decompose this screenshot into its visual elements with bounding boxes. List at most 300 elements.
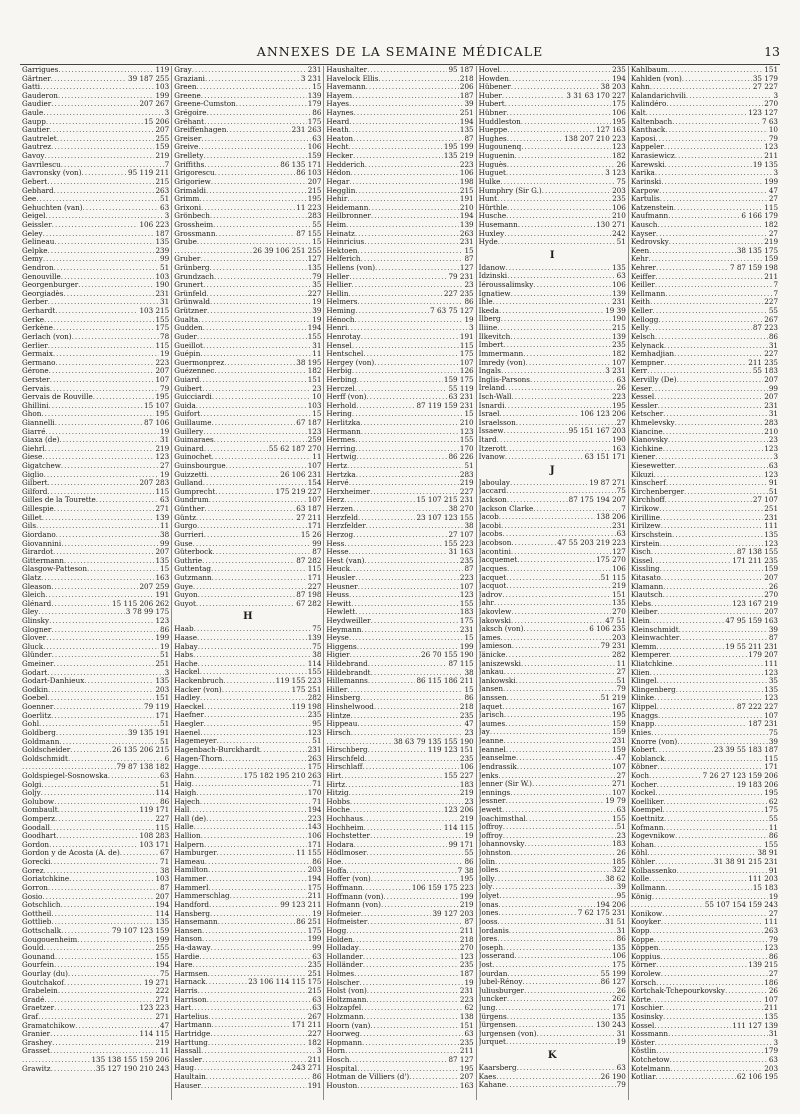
entry-pages: 31 163: [448, 548, 474, 557]
entry-pages: 11: [768, 823, 779, 832]
index-entry: [174, 1073, 321, 1082]
index-entry: [479, 92, 626, 101]
entry-pages: 3: [773, 453, 779, 462]
entry-name: Jones: [478, 909, 499, 918]
leader-dots: [647, 849, 756, 858]
leader-dots: [501, 634, 612, 643]
index-entry: [631, 565, 778, 574]
index-entry: [22, 798, 169, 807]
leader-dots: [200, 255, 306, 264]
entry-name: Jaksch (von): [478, 625, 524, 634]
entry-name: Koettnitz: [630, 815, 664, 824]
entry-pages: 263: [155, 186, 170, 195]
entry-pages: 199: [764, 177, 779, 186]
entry-name: Isch-Wall: [478, 392, 512, 401]
entry-name: Harrison: [174, 995, 207, 1004]
entry-name: Hoffa: [326, 866, 347, 875]
entry-pages: 195: [612, 401, 626, 410]
entry-pages: 63: [464, 1030, 474, 1039]
entry-name: Gavronsky (von): [22, 169, 82, 178]
entry-name: Kalt: [630, 109, 646, 118]
leader-dots: [207, 307, 311, 316]
entry-pages: 67 187: [296, 418, 322, 427]
entry-pages: 159: [764, 255, 779, 264]
entry-name: Kerr: [630, 367, 648, 376]
index-entry: [326, 557, 473, 566]
entry-pages: 26 106 231: [280, 470, 322, 479]
index-entry: [479, 927, 626, 936]
index-column-4: [477, 66, 629, 1100]
index-entry: [326, 66, 473, 75]
leader-dots: [655, 135, 767, 144]
leader-dots: [52, 651, 159, 660]
index-entry: [174, 935, 321, 944]
entry-pages: 63 187: [296, 505, 322, 514]
entry-name: Guépin: [174, 350, 201, 359]
leader-dots: [260, 746, 307, 755]
leader-dots: [214, 273, 311, 282]
entry-name: Huguenin: [478, 152, 515, 161]
index-entry: [22, 574, 169, 583]
entry-pages: 235: [459, 961, 474, 970]
index-entry: [22, 712, 169, 721]
index-entry: [174, 290, 321, 299]
entry-pages: 67: [160, 849, 170, 858]
entry-pages: 151: [764, 66, 779, 74]
entry-pages: 38 135 175: [736, 246, 779, 255]
leader-dots: [211, 944, 312, 953]
index-entry: [326, 565, 473, 574]
index-entry: [22, 970, 169, 979]
leader-dots: [364, 238, 459, 247]
leader-dots: [507, 272, 616, 281]
index-entry: [174, 1004, 321, 1013]
entry-name: Helferich: [326, 255, 361, 264]
leader-dots: [507, 204, 611, 213]
index-entry: [631, 178, 778, 187]
entry-name: Hansberg: [174, 909, 210, 918]
leader-dots: [499, 513, 595, 522]
entry-pages: 99: [160, 539, 170, 548]
entry-pages: 103: [155, 272, 170, 281]
leader-dots: [656, 230, 768, 239]
index-entry: [479, 221, 626, 230]
index-entry: [479, 487, 626, 496]
index-entry: [631, 462, 778, 471]
entry-name: Hergey (von): [326, 358, 375, 367]
leader-dots: [676, 686, 764, 695]
entry-pages: 203: [612, 633, 626, 642]
entry-pages: 123: [764, 470, 779, 479]
index-entry: [174, 273, 321, 282]
leader-dots: [511, 849, 616, 858]
entry-name: Koppe: [630, 935, 654, 944]
entry-pages: 155: [612, 814, 626, 823]
entry-name: Holmes: [326, 969, 355, 978]
entry-name: Georgenburger: [22, 281, 79, 290]
index-entry: [631, 944, 778, 953]
entry-name: Husche: [478, 212, 507, 221]
index-entry: [479, 789, 626, 798]
leader-dots: [505, 384, 616, 393]
entry-name: Hammer: [174, 875, 207, 884]
entry-pages: 87 198: [296, 591, 322, 600]
leader-dots: [349, 789, 459, 798]
entry-pages: 51: [616, 676, 626, 685]
leader-dots: [217, 849, 296, 858]
entry-pages: 155: [155, 315, 170, 324]
entry-pages: 175: [307, 763, 322, 772]
entry-name: Kotelmann: [630, 1064, 671, 1073]
entry-name: Heidemann: [326, 203, 369, 212]
index-entry: [631, 763, 778, 772]
index-entry: [174, 711, 321, 720]
leader-dots: [660, 540, 764, 549]
index-entry: [479, 539, 626, 548]
leader-dots: [674, 350, 763, 359]
entry-pages: 111: [764, 522, 779, 531]
index-entry: [174, 625, 321, 634]
entry-name: Hellier: [326, 281, 352, 290]
entry-name: Glogner: [22, 625, 52, 634]
entry-name: Kalindéro: [630, 100, 667, 109]
entry-name: Juliusburger: [478, 986, 524, 995]
entry-name: Jordanis: [478, 926, 509, 935]
index-entry: [479, 496, 626, 505]
leader-dots: [350, 651, 420, 660]
entry-name: Guimaraes: [174, 436, 214, 445]
index-entry: [479, 161, 626, 170]
entry-name: Jooss: [478, 917, 498, 926]
entry-pages: 231: [764, 513, 779, 522]
entry-pages: 86 115 186 211: [416, 677, 474, 686]
leader-dots: [51, 143, 154, 152]
leader-dots: [44, 471, 159, 480]
index-entry: [326, 488, 473, 497]
index-entry: [22, 316, 169, 325]
leader-dots: [47, 178, 154, 187]
leader-dots: [345, 781, 459, 790]
index-entry: [479, 832, 626, 841]
entry-pages: 182: [307, 1038, 322, 1047]
entry-pages: 106: [612, 109, 626, 118]
leader-dots: [654, 393, 763, 402]
entry-pages: 219: [155, 444, 170, 453]
entry-pages: 175 270: [596, 556, 626, 565]
entry-name: Kosinsky: [630, 1013, 664, 1022]
index-entry: [631, 987, 778, 996]
entry-pages: 99: [768, 384, 779, 393]
leader-dots: [374, 703, 459, 712]
entry-pages: 79 231: [448, 272, 474, 281]
index-entry: [174, 927, 321, 936]
leader-dots: [507, 496, 568, 505]
entry-name: Heming: [326, 307, 356, 316]
leader-dots: [223, 677, 274, 686]
entry-name: Herff (von): [326, 393, 367, 402]
leader-dots: [524, 987, 616, 996]
leader-dots: [522, 978, 599, 987]
entry-pages: 3: [164, 109, 170, 118]
index-entry: [326, 961, 473, 970]
index-entry: [22, 557, 169, 566]
leader-dots: [48, 247, 155, 256]
entry-pages: 23: [464, 797, 474, 806]
entry-name: Itard: [478, 435, 497, 444]
leader-dots: [504, 711, 611, 720]
leader-dots: [365, 161, 459, 170]
entry-pages: 107: [764, 711, 779, 720]
entry-pages: 107: [307, 496, 322, 505]
entry-pages: 107: [612, 762, 626, 771]
entry-name: Kirilzew: [630, 522, 661, 531]
index-entry: [479, 281, 626, 290]
leader-dots: [44, 944, 155, 953]
entry-pages: 282: [612, 651, 626, 659]
entry-pages: 79: [160, 384, 170, 393]
entry-name: Hoche: [326, 806, 350, 815]
leader-dots: [366, 393, 447, 402]
entry-name: Kortchak-Tchepourkovsky: [630, 987, 725, 996]
entry-name: Germano: [22, 358, 56, 367]
entry-pages: 231: [612, 298, 626, 307]
index-entry: [174, 772, 321, 781]
index-entry: [631, 152, 778, 161]
entry-name: Huber: [478, 91, 502, 100]
entry-pages: 107: [459, 358, 474, 367]
index-entry: [22, 419, 169, 428]
index-entry: [326, 204, 473, 213]
leader-dots: [64, 979, 143, 988]
entry-name: Hassall: [174, 1047, 202, 1056]
entry-name: Gruber: [174, 255, 201, 264]
entry-pages: 171: [764, 763, 779, 772]
entry-name: König: [630, 892, 652, 901]
index-entry: [22, 1039, 169, 1048]
index-entry: [631, 703, 778, 712]
entry-pages: 207: [764, 375, 779, 384]
entry-name: Kaes: [478, 1072, 497, 1081]
entry-pages: 35 179: [752, 74, 779, 83]
index-entry: [631, 195, 778, 204]
entry-name: Hall: [174, 806, 190, 815]
entry-pages: 87: [768, 634, 779, 643]
index-entry: [479, 230, 626, 239]
entry-pages: 235: [612, 66, 626, 74]
index-entry: [326, 832, 473, 841]
leader-dots: [50, 1030, 138, 1039]
entry-pages: 199: [459, 892, 474, 901]
entry-pages: 26: [616, 986, 626, 995]
index-entry: [326, 238, 473, 247]
entry-name: Jahr: [478, 599, 494, 608]
entry-name: Köppen: [630, 944, 659, 953]
index-entry: [631, 626, 778, 635]
entry-name: Gatti: [22, 83, 41, 92]
entry-pages: 87 115: [448, 660, 474, 669]
leader-dots: [55, 953, 155, 962]
entry-name: Heusner: [326, 582, 358, 591]
entry-name: Gurgo: [174, 522, 197, 531]
index-entry: [326, 1013, 473, 1022]
entry-pages: 55: [464, 849, 474, 858]
entry-pages: 51: [312, 737, 322, 746]
entry-pages: 155: [764, 840, 779, 849]
index-entry: [631, 867, 778, 876]
index-entry: [479, 806, 626, 815]
entry-pages: 7: [773, 281, 779, 290]
entry-pages: 11 223: [296, 203, 322, 212]
leader-dots: [504, 668, 616, 677]
index-entry: [326, 496, 473, 505]
leader-dots: [222, 755, 306, 764]
leader-dots: [204, 161, 279, 170]
index-entry: [479, 152, 626, 161]
index-entry: [22, 841, 169, 850]
entry-name: Grönbech: [174, 212, 210, 221]
leader-dots: [495, 1004, 611, 1013]
index-entry: [22, 944, 169, 953]
index-entry: [479, 565, 626, 574]
leader-dots: [209, 901, 279, 910]
entry-pages: 55 107 154 159 243: [704, 901, 779, 910]
entry-pages: 47: [616, 754, 626, 763]
index-entry: [479, 728, 626, 737]
entry-pages: 182: [612, 152, 626, 161]
entry-pages: 86 135 171: [280, 160, 322, 169]
leader-dots: [668, 212, 740, 221]
entry-name: Hotman de Villiers (d'): [326, 1073, 410, 1082]
leader-dots: [511, 290, 612, 299]
entry-pages: 86 127: [600, 978, 626, 987]
leader-dots: [368, 204, 458, 213]
entry-name: Heinatz: [326, 229, 355, 238]
index-entry: [22, 918, 169, 927]
leader-dots: [191, 1004, 311, 1013]
leader-dots: [511, 548, 611, 557]
leader-dots: [22, 1056, 90, 1065]
entry-name: Kahlbaum: [630, 66, 668, 74]
entry-name: Klinke: [630, 694, 655, 703]
entry-name: Hénoch: [326, 315, 355, 324]
index-entry: [326, 195, 473, 204]
index-entry: [174, 307, 321, 316]
index-entry: [479, 685, 626, 694]
index-entry: [631, 884, 778, 893]
leader-dots: [51, 600, 111, 609]
leader-dots: [226, 462, 307, 471]
section-letter: H: [243, 611, 253, 623]
index-entry: [174, 1082, 321, 1091]
entry-name: Henri: [326, 324, 348, 333]
entry-name: Herbig: [326, 367, 352, 376]
leader-dots: [658, 944, 763, 953]
leader-dots: [664, 798, 768, 807]
entry-name: Hueppe: [478, 126, 508, 135]
leader-dots: [506, 487, 616, 496]
leader-dots: [363, 350, 459, 359]
entry-pages: 175 182 195 210 263: [243, 771, 322, 780]
entry-name: Israelsson: [478, 418, 516, 427]
entry-name: Guinochet: [174, 453, 212, 462]
entry-pages: 187: [155, 229, 170, 238]
entry-pages: 87: [464, 134, 474, 143]
index-entry: [479, 892, 626, 901]
entry-name: Jolles: [478, 866, 499, 875]
entry-name: Hansen: [174, 926, 202, 935]
entry-pages: 199: [155, 634, 170, 643]
entry-name: Jänicke: [478, 651, 506, 659]
entry-pages: 183: [459, 780, 474, 789]
index-entry: [326, 505, 473, 514]
leader-dots: [78, 281, 154, 290]
entry-name: Koelliker: [630, 797, 664, 806]
entry-name: Hoorn (van): [326, 1021, 371, 1030]
entry-pages: 87: [160, 883, 170, 892]
entry-pages: 135: [764, 1013, 779, 1022]
entry-pages: 239: [155, 246, 170, 255]
entry-pages: 26 135 206 215: [112, 746, 170, 755]
entry-pages: 19: [312, 298, 322, 307]
entry-name: Harttung: [174, 1038, 208, 1047]
index-entry: [479, 548, 626, 557]
leader-dots: [93, 393, 155, 402]
entry-name: Geigel: [22, 212, 46, 221]
index-entry: [479, 530, 626, 539]
entry-pages: 283: [459, 470, 474, 479]
entry-pages: 7 87 159 198: [730, 264, 779, 273]
index-entry: [326, 858, 473, 867]
entry-pages: 86: [464, 298, 474, 307]
index-entry: [326, 126, 473, 135]
entry-name: Inglis-Parsons: [478, 375, 530, 384]
index-entry: [174, 1047, 321, 1056]
entry-pages: 127 163: [596, 126, 626, 135]
entry-name: Glatz: [22, 573, 42, 582]
index-entry: [631, 333, 778, 342]
entry-pages: 3: [773, 91, 779, 100]
entry-pages: 15 107: [144, 401, 170, 410]
entry-pages: 207 259: [139, 582, 170, 591]
index-entry: [22, 83, 169, 92]
leader-dots: [663, 1004, 764, 1013]
leader-dots: [492, 883, 615, 892]
entry-pages: 86: [160, 797, 170, 806]
index-entry: [479, 952, 626, 961]
entry-pages: 203: [155, 685, 170, 694]
entry-pages: 219: [459, 815, 474, 824]
entry-pages: 231: [764, 401, 779, 410]
leader-dots: [194, 823, 307, 832]
entry-pages: 47: [160, 1021, 170, 1030]
index-entry: [22, 600, 169, 609]
entry-name: Imbert: [478, 341, 504, 350]
index-entry: [326, 514, 473, 523]
entry-pages: 19: [160, 427, 170, 436]
leader-dots: [654, 936, 768, 945]
entry-name: Joffroy: [478, 831, 503, 840]
leader-dots: [202, 927, 307, 936]
index-entry: [326, 806, 473, 815]
entry-name: Hillemanns: [326, 677, 368, 686]
entry-pages: 231: [459, 625, 474, 634]
index-entry: [631, 849, 778, 858]
index-entry: [22, 875, 169, 884]
index-entry: [479, 479, 626, 488]
entry-name: James: [478, 633, 501, 642]
leader-dots: [506, 109, 611, 118]
entry-pages: 143: [307, 823, 322, 832]
